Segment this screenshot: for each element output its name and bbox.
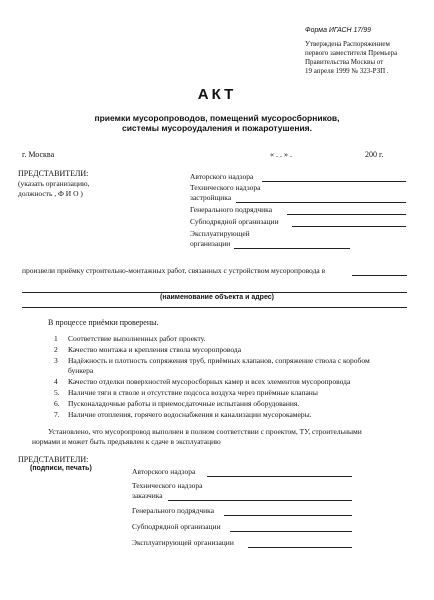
rep-tech-supervision: Технического надзора xyxy=(190,183,261,192)
reps-bottom-label: ПРЕДСТАВИТЕЛИ: xyxy=(18,455,89,464)
sign-operator: Эксплуатирующей организации xyxy=(132,538,234,547)
subtitle-line-2: системы мусороудаления и пожаротушения. xyxy=(121,123,312,133)
check-text-3: Надёжность и плотность сопряжения труб, приёмных клапанов, сопряжение ствола с коробом xyxy=(68,356,370,365)
rep-subcontractor: Субподрядной организации xyxy=(190,217,279,226)
conclusion-line-2: нормами и может быть предъявлен к сдаче в эксплуатацию xyxy=(32,437,221,446)
sign-general-contractor: Генерального подрядчика xyxy=(132,506,215,515)
reps-hint-1: (указать организацию, xyxy=(18,179,90,188)
rep-general-contractor-line[interactable] xyxy=(287,214,406,215)
rep-developer-line[interactable] xyxy=(236,202,406,203)
rep-operator: Эксплуатирующей xyxy=(190,229,250,238)
conclusion-line-1: Установлено, что мусоропровод выполнен в полном соответствии с проектом, ТУ, строительными xyxy=(48,427,362,436)
check-num-2: 2 xyxy=(54,345,58,354)
sign-general-contractor-line[interactable] xyxy=(224,515,352,516)
object-line-1[interactable] xyxy=(352,275,407,276)
subtitle-line-1: приемки мусоропроводов, помещений мусоросборников, xyxy=(94,113,340,123)
sign-subcontractor: Субподрядной организации xyxy=(132,522,221,531)
rep-operator-line[interactable] xyxy=(234,248,350,249)
check-text-5: Наличие тяги в стволе и отсутствие подсоса воздуха через приёмные клапаны xyxy=(68,388,318,397)
check-num-6: 6. xyxy=(54,399,60,408)
reps-hint-2: должность , Ф И О ) xyxy=(18,189,83,198)
object-line-2[interactable] xyxy=(22,292,407,293)
check-text-4: Качество отделки поверхностей мусоросборных камер и всех элементов мусоропровода xyxy=(68,377,351,386)
check-text-3b: бункера xyxy=(68,366,94,375)
object-caption: (наименование объекта и адрес) xyxy=(160,294,274,301)
sign-author-supervision-line[interactable] xyxy=(207,476,352,477)
sign-customer: заказчика xyxy=(132,491,163,500)
date-field[interactable]: « . . » . xyxy=(270,150,292,159)
check-num-7: 7. xyxy=(54,410,60,419)
sign-operator-line[interactable] xyxy=(248,547,352,548)
rep-general-contractor: Генерального подрядчика xyxy=(190,205,273,214)
approval-line-3: Правительства Москвы от xyxy=(305,58,384,66)
check-text-7: Наличие отопления, горячего водоснабжения и канализации мусорокамеры. xyxy=(68,410,312,419)
approval-line-1: Утверждена Распоряжением xyxy=(305,40,390,48)
year-field[interactable]: 200 г. xyxy=(365,150,384,159)
sign-customer-line[interactable] xyxy=(168,500,352,501)
document-title: АКТ xyxy=(197,86,237,103)
sign-subcontractor-line[interactable] xyxy=(230,531,352,532)
check-num-4: 4 xyxy=(54,377,58,386)
rep-developer: застройщика xyxy=(190,193,232,202)
acceptance-text: произвели приёмку строительно-монтажных работ, связанных с устройством мусоропровода в xyxy=(22,266,326,275)
rep-operator-org: организации xyxy=(190,239,231,248)
rep-author-supervision-line[interactable] xyxy=(262,181,406,182)
rep-subcontractor-line[interactable] xyxy=(292,226,406,227)
place: г. Москва xyxy=(22,150,55,159)
reps-label: ПРЕДСТАВИТЕЛИ: xyxy=(18,169,89,178)
check-text-6: Пусконаладочные работы и приемосдаточные испытания оборудования. xyxy=(68,399,300,408)
signature-hint: (подписи, печать) xyxy=(30,465,92,472)
approval-line-2: первого заместителя Премьера xyxy=(305,49,398,57)
check-text-1: Соответствие выполненных работ проекту. xyxy=(68,334,206,343)
check-num-3: 3 xyxy=(54,356,58,365)
sign-tech-supervision: Технического надзора xyxy=(132,481,203,490)
checked-label: В процессе приёмки проверены. xyxy=(48,318,159,327)
sign-author-supervision: Авторского надзора xyxy=(132,467,196,476)
check-text-2: Качество монтажа и крепления ствола мусоропровода xyxy=(68,345,242,354)
object-line-3[interactable] xyxy=(22,307,407,308)
check-num-1: 1 xyxy=(54,334,58,343)
rep-author-supervision: Авторского надзора xyxy=(190,172,254,181)
form-code: Форма ИГАСН 17/99 xyxy=(305,27,372,34)
approval-line-4: 19 апреля 1999 № 323-РЗП . xyxy=(305,67,389,75)
check-num-5: 5. xyxy=(54,388,60,397)
